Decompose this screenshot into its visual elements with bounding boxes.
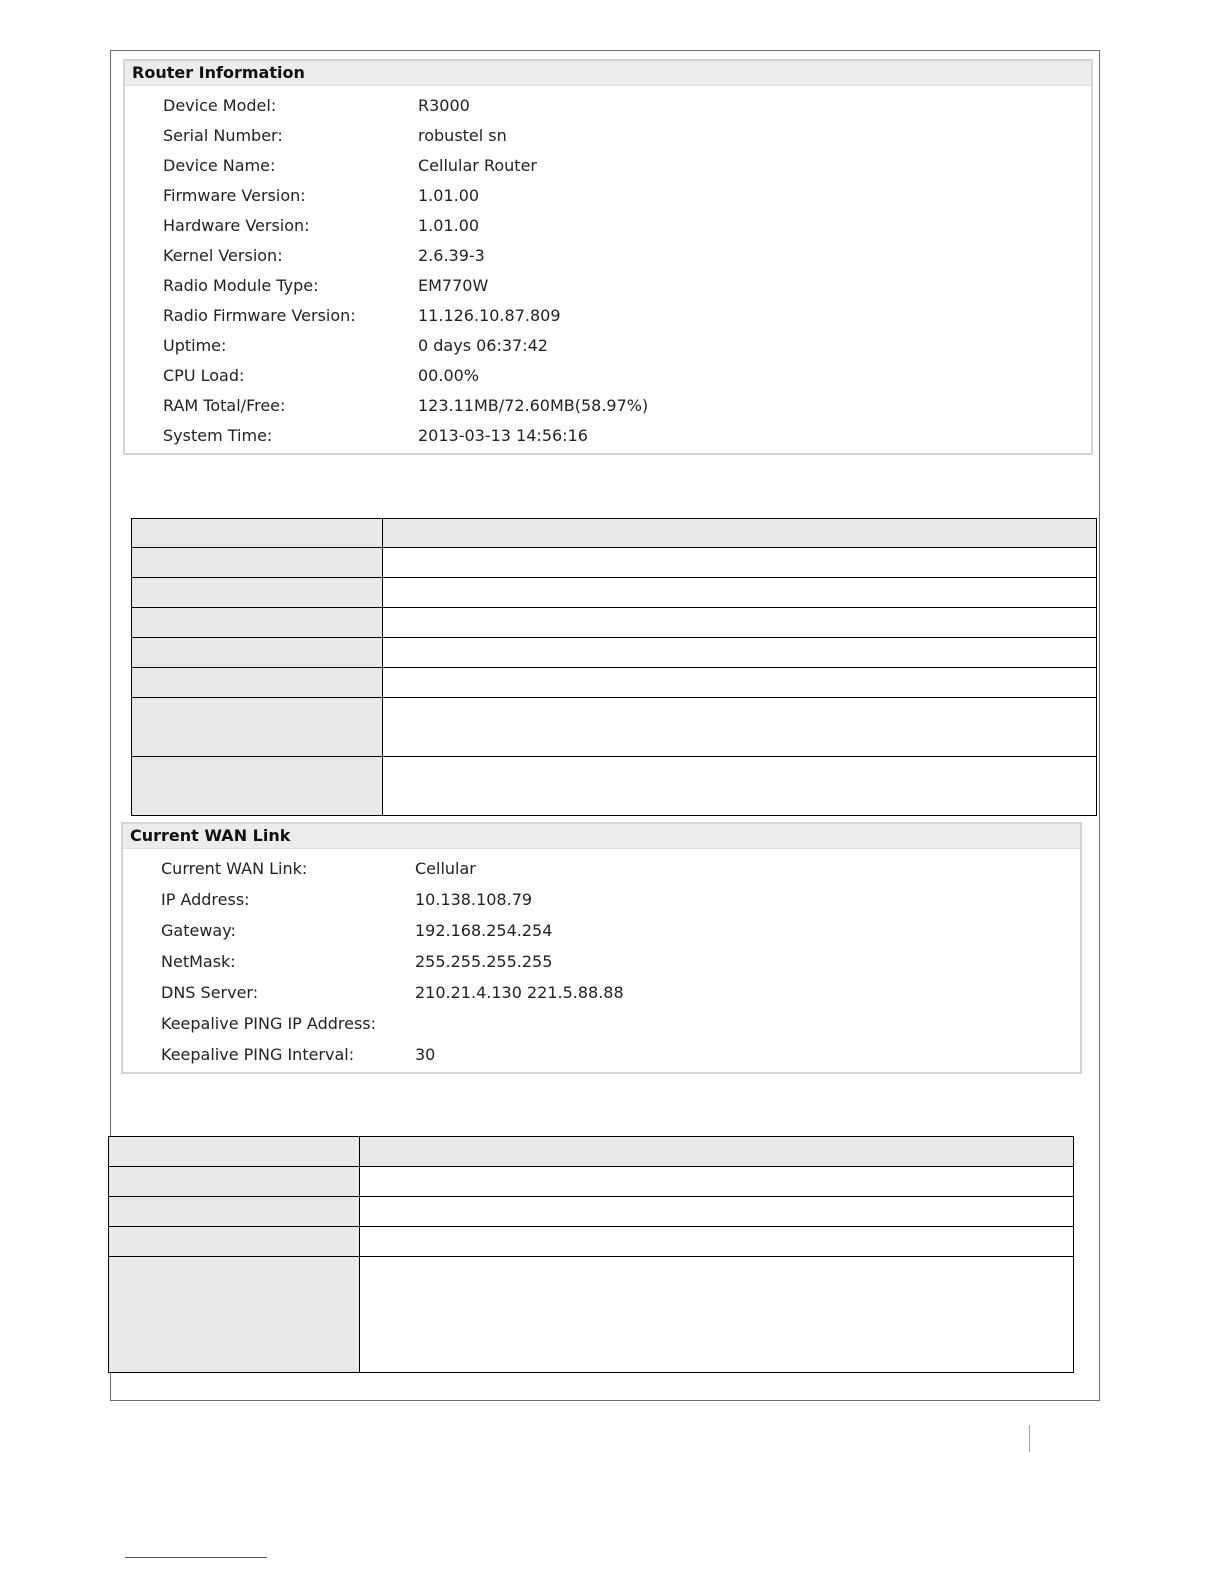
table-cell [109,1167,360,1197]
table-cell [132,519,383,548]
info-row-system-time [125,424,1091,448]
page-number-divider [1029,1425,1030,1452]
table-row [132,698,1097,757]
info-row-kernel-version [125,244,1091,268]
table-cell [360,1167,1074,1197]
ram-total-free-value: 123.11MB/72.60MB(58.97%) [418,396,649,415]
device-model-value: R3000 [418,96,470,115]
table-cell [132,638,383,668]
device-name-value: Cellular Router [418,156,537,175]
info-row-keepalive-ping-ip [123,1012,1080,1036]
current-wan-link-label: Current WAN Link: [161,859,308,878]
table-cell [383,668,1097,698]
info-row-dns-server [123,981,1080,1005]
table-cell [132,757,383,816]
table-cell [360,1137,1074,1167]
info-row-serial-number [125,124,1091,148]
table-header-row [132,519,1097,548]
table-cell [132,578,383,608]
current-wan-link-value: Cellular [415,859,476,878]
dns-server-value: 210.21.4.130 221.5.88.88 [415,983,624,1002]
radio-module-type-label: Radio Module Type: [163,276,319,295]
table-cell [132,668,383,698]
serial-number-value: robustel sn [418,126,507,145]
table-row [132,578,1097,608]
firmware-version-label: Firmware Version: [163,186,306,205]
table-row [109,1257,1074,1373]
table-cell [383,578,1097,608]
table-cell [383,519,1097,548]
kernel-version-label: Kernel Version: [163,246,283,265]
info-row-radio-firmware-version [125,304,1091,328]
info-row-hardware-version [125,214,1091,238]
table-row [109,1227,1074,1257]
gateway-label: Gateway: [161,921,236,940]
table-row [109,1167,1074,1197]
keepalive-ping-interval-value: 30 [415,1045,436,1064]
cpu-load-label: CPU Load: [163,366,245,385]
uptime-value: 0 days 06:37:42 [418,336,548,355]
netmask-value: 255.255.255.255 [415,952,553,971]
info-row-netmask [123,950,1080,974]
radio-firmware-version-value: 11.126.10.87.809 [418,306,561,325]
table-cell [109,1137,360,1167]
table-row [132,608,1097,638]
table-header-row [109,1137,1074,1167]
table-row [132,548,1097,578]
keepalive-ping-interval-label: Keepalive PING Interval: [161,1045,355,1064]
table-cell [360,1197,1074,1227]
router-information-panel [123,59,1093,455]
table-cell [383,608,1097,638]
info-row-ip-address [123,888,1080,912]
info-row-keepalive-ping-interval [123,1043,1080,1067]
hardware-version-value: 1.01.00 [418,216,480,235]
netmask-label: NetMask: [161,952,236,971]
radio-firmware-version-label: Radio Firmware Version: [163,306,356,325]
keepalive-ping-ip-label: Keepalive PING IP Address: [161,1014,377,1033]
table-row [132,638,1097,668]
ram-total-free-label: RAM Total/Free: [163,396,286,415]
serial-number-label: Serial Number: [163,126,283,145]
table-cell [383,698,1097,757]
info-row-radio-module-type [125,274,1091,298]
table-cell [383,757,1097,816]
info-row-current-wan-link [123,857,1080,881]
info-row-firmware-version [125,184,1091,208]
info-row-cpu-load [125,364,1091,388]
router-information-title: Router Information [125,61,1091,86]
table-cell [383,548,1097,578]
table-cell [132,548,383,578]
table-cell [132,608,383,638]
device-name-label: Device Name: [163,156,276,175]
table-cell [109,1197,360,1227]
table-cell [109,1257,360,1373]
radio-module-type-value: EM770W [418,276,489,295]
gateway-value: 192.168.254.254 [415,921,553,940]
table-cell [360,1227,1074,1257]
parameter-table-2 [108,1136,1074,1373]
table-cell [383,638,1097,668]
info-row-ram-total-free [125,394,1091,418]
info-row-gateway [123,919,1080,943]
system-time-value: 2013-03-13 14:56:16 [418,426,588,445]
info-row-uptime [125,334,1091,358]
table-cell [132,698,383,757]
current-wan-link-panel [121,822,1082,1074]
firmware-version-value: 1.01.00 [418,186,480,205]
table-row [109,1197,1074,1227]
table-cell [109,1227,360,1257]
hardware-version-label: Hardware Version: [163,216,310,235]
uptime-label: Uptime: [163,336,227,355]
ip-address-value: 10.138.108.79 [415,890,533,909]
device-model-label: Device Model: [163,96,277,115]
current-wan-link-title: Current WAN Link [123,824,1080,849]
dns-server-label: DNS Server: [161,983,259,1002]
table-cell [360,1257,1074,1373]
footer-link-underline [125,1557,267,1558]
table-row [132,757,1097,816]
kernel-version-value: 2.6.39-3 [418,246,485,265]
cpu-load-value: 00.00% [418,366,480,385]
parameter-table-1 [131,518,1097,816]
info-row-device-name [125,154,1091,178]
ip-address-label: IP Address: [161,890,250,909]
system-time-label: System Time: [163,426,273,445]
table-row [132,668,1097,698]
info-row-device-model [125,94,1091,118]
